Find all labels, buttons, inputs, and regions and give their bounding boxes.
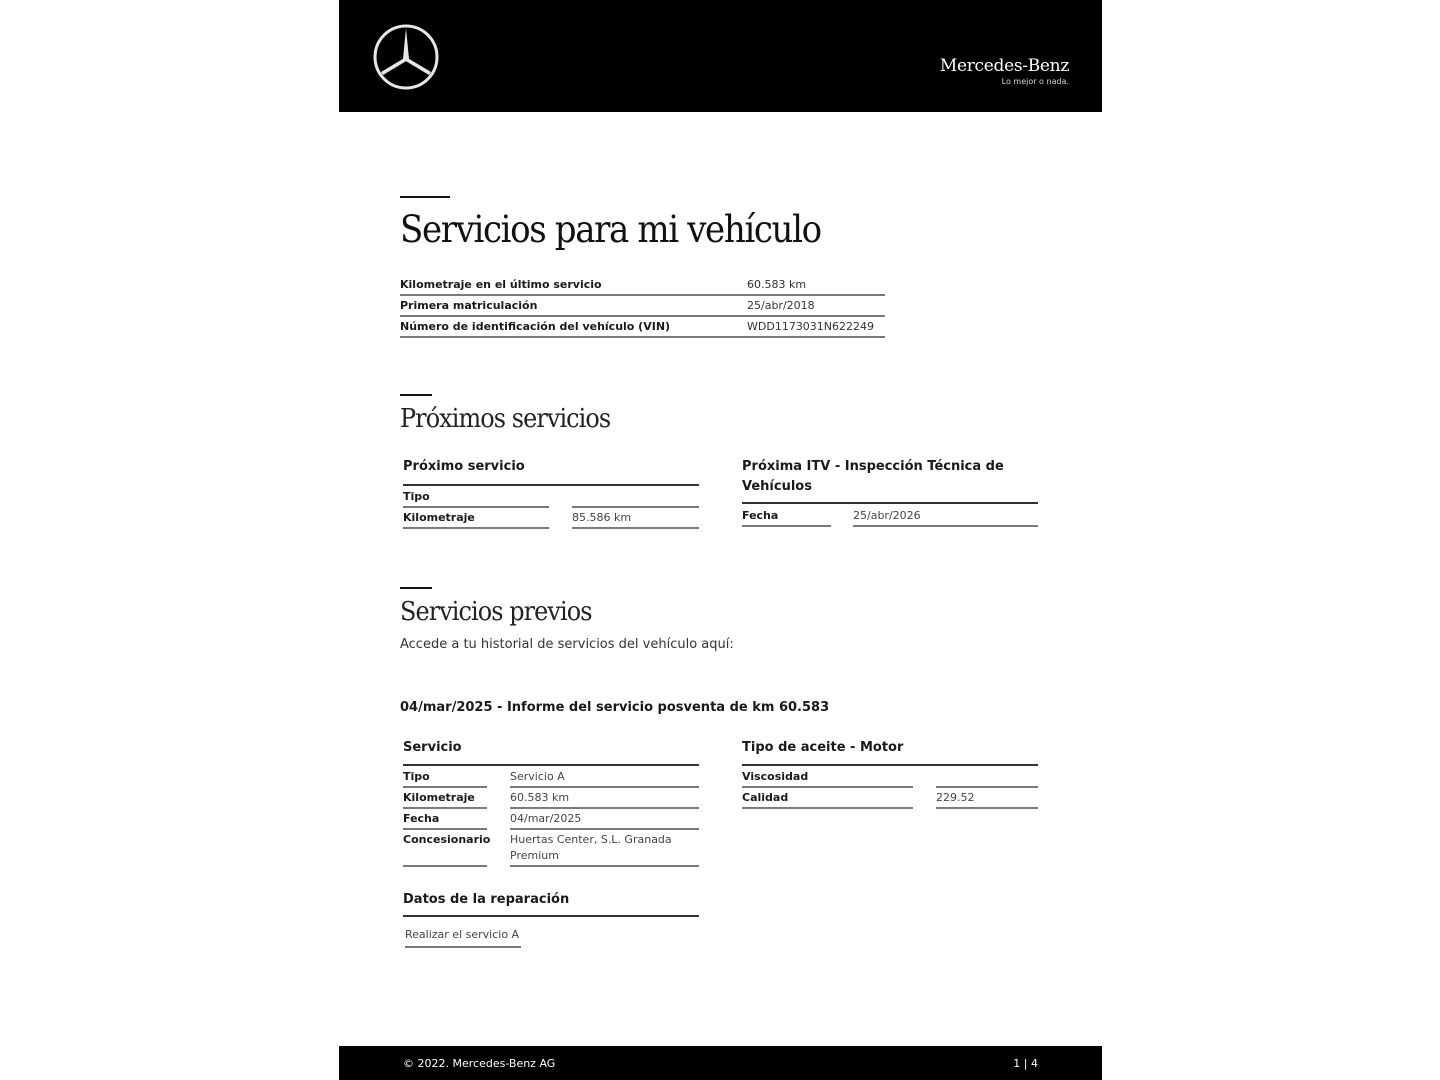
repair-data-title: Datos de la reparación [403,892,570,907]
brand-tagline: Lo mejor o nada. [1001,77,1069,86]
value-divider [510,786,699,788]
repair-item: Realizar el servicio A [405,928,520,941]
next-itv-title: Próxima ITV - Inspección Técnica de Vehículos [742,459,1004,494]
field-value-tipo: Servicio A [510,770,565,783]
label-divider [403,807,487,809]
field-label-fecha: Fecha [742,509,779,522]
service-report-title: 04/mar/2025 - Informe del servicio posventa de km 60.583 [400,700,830,715]
field-label-tipo: Tipo [403,490,430,503]
field-value-fecha: 25/abr/2026 [853,509,921,522]
field-value-kilometraje: 60.583 km [510,791,570,804]
brand-name: Mercedes-Benz [939,56,1069,76]
block-title-rule [742,764,1038,766]
value-divider [510,865,699,867]
page-title: Servicios para mi vehículo [400,208,821,251]
previous-heading: Servicios previos [400,597,592,627]
field-value-kilometraje: 85.586 km [572,511,632,524]
section-accent-rule [400,394,432,396]
field-value-fecha: 04/mar/2025 [510,812,582,825]
row-label: Primera matriculación [400,299,538,312]
block-title-rule [403,484,699,486]
row-value: 25/abr/2018 [747,299,815,312]
block-title-rule [403,764,699,766]
value-divider [936,807,1038,809]
next-service-title: Próximo servicio [403,459,525,474]
label-divider [403,865,487,867]
value-divider [572,527,699,529]
page-number: 1 | 4 [1013,1057,1038,1070]
label-divider [403,786,487,788]
field-value-concesionario: Huertas Center, S.L. Granada Premium [510,833,672,862]
field-label-kilometraje: Kilometraje [403,791,475,804]
row-value: WDD1173031N622249 [747,320,875,333]
label-divider [403,506,549,508]
block-title-rule [403,915,699,917]
row-label: Kilometraje en el último servicio [400,278,602,291]
brand-wordmark [940,56,1069,88]
title-accent-rule [400,196,450,198]
field-label-calidad: Calidad [742,791,789,804]
field-value-calidad: 229.52 [936,791,975,804]
copyright-text: © 2022. Mercedes-Benz AG [403,1057,556,1070]
vehicle-info-row [400,316,885,337]
mercedes-star-logo [372,23,440,91]
field-label-viscosidad: Viscosidad [742,770,809,783]
field-label-concesionario: Concesionario [403,833,491,846]
value-divider [572,506,699,508]
label-divider [742,807,913,809]
value-divider [936,786,1038,788]
row-value: 60.583 km [747,278,807,291]
label-divider [403,527,549,529]
value-divider [510,828,699,830]
vehicle-info-row [400,295,885,316]
value-divider [510,807,699,809]
label-divider [742,786,913,788]
footer-bar [339,1046,1102,1080]
row-divider [400,336,885,338]
row-label: Número de identificación del vehículo (VIN) [400,320,671,333]
document-page [339,0,1102,1080]
vehicle-info-row [400,274,885,295]
value-divider [853,525,1038,527]
section-accent-rule [400,587,432,589]
field-label-kilometraje: Kilometraje [403,511,475,524]
field-label-tipo: Tipo [403,770,430,783]
label-divider [403,828,487,830]
header-bar [339,0,1102,112]
service-title: Servicio [403,740,462,755]
oil-type-title: Tipo de aceite - Motor [742,740,904,755]
previous-intro-text: Accede a tu historial de servicios del vehículo aquí: [400,637,734,652]
upcoming-heading: Próximos servicios [400,404,611,434]
field-label-fecha: Fecha [403,812,440,825]
block-title-rule [742,502,1038,504]
repair-item-divider [405,946,521,948]
label-divider [742,525,831,527]
